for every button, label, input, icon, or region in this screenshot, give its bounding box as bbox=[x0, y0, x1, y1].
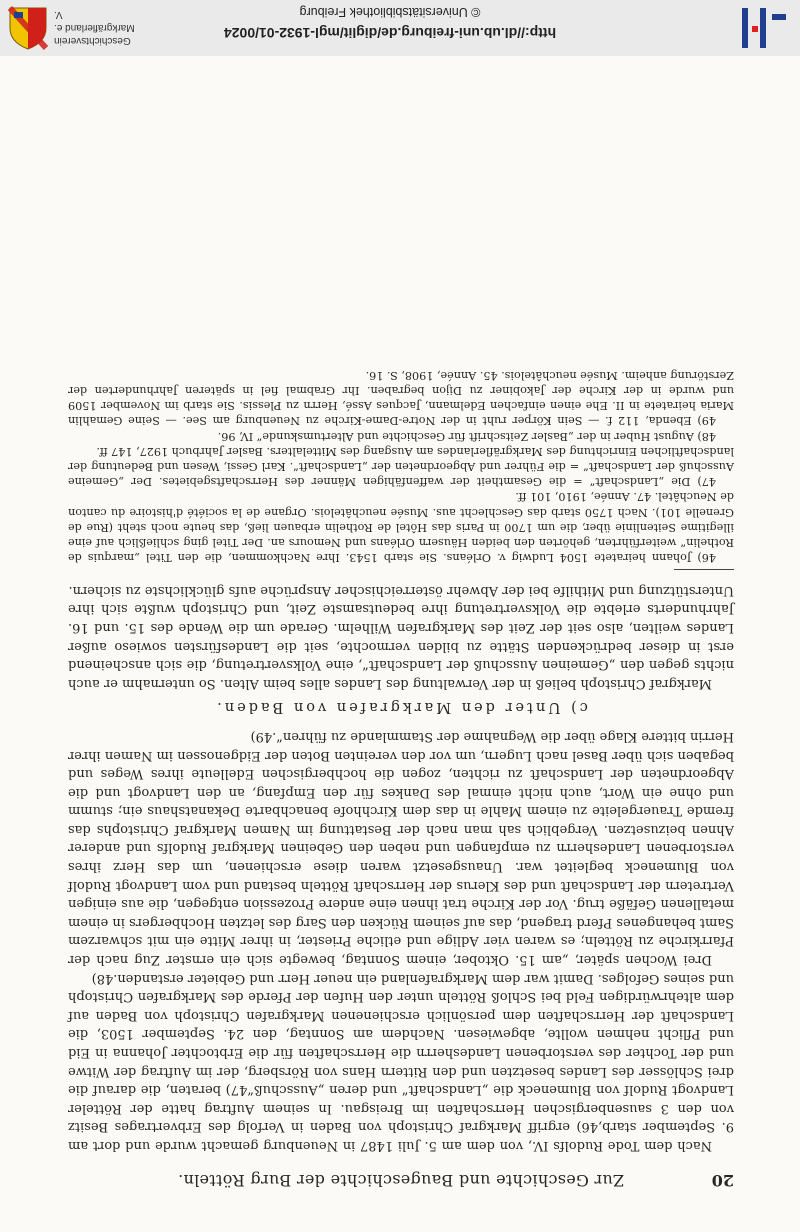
permalink-url[interactable]: http://dl.ub.uni-freiburg.de/diglit/mgl-1932-01/0024 bbox=[223, 25, 557, 41]
footnote: 48) August Huber in der „Basler Zeitschrift für Geschichte und Altertumskunde“ IV, 96. bbox=[217, 429, 716, 443]
coat-of-arms-icon bbox=[8, 6, 48, 50]
footnote-divider bbox=[674, 569, 734, 570]
running-title: Zur Geschichte und Baugeschichte der Burg Rötteln. bbox=[177, 1171, 625, 1190]
main-text bbox=[68, 580, 734, 1154]
digitization-banner bbox=[0, 0, 800, 57]
association-line-2: Markgräflerland e. V. bbox=[54, 9, 135, 33]
university-library-logo-icon bbox=[736, 4, 792, 52]
paragraph: Drei Wochen später, „am 15. Oktober, einem Sonntag, bewegte sich ein ernster Zug nach der Pfarrkirche zu Rötteln; es waren vier Adlige und etliche Priester, in ihrer Mitte ein mit schwarzem Samt behangenes Pferd tragend, das auf seinem Rücken den Sarg des letzten Hochbergers in einem metallenen Gefäße trug. Vor der Kirche trat ihnen eine andere Prozession entgegen, die aus einigen Vertretern der Landschaft und des Klerus der Herrschaft Rötteln bestand und vom Landvogt Rudolf von Blumeneck begleitet war. Unausgesetzt waren diese erschienen, um das Herz ihres verstorbenen Landesherrn zu empfangen und neben den Gebeinen Markgraf Rudolfs und anderer Ahnen beizusetzen. Vergeblich sah man nach der Bestattung im Namen Markgraf Christophs das fremde Trauergeleite zu einem Mahle in das dem Kirchhofe benachbarte Dekanatshaus ein; stumm und ohne ein Wort, auch nicht einmal des Dankes für den Empfang, an den Landvogt und die Abgeordneten der Landschaft zu richten, zogen die hochbergischen Edelleute ihres Weges und begaben sich über Basel nach Lugern, um vor den vereinten Boten der Eidgenossen im Namen ihrer Herrin bittere Klage über die Wegnahme der Stammlande zu führen“.49) bbox=[68, 728, 734, 968]
section-heading: c) Unter den Markgrafen von Baden. bbox=[214, 699, 588, 716]
scanned-page bbox=[0, 56, 800, 1232]
footnotes bbox=[68, 368, 734, 566]
paragraph: Markgraf Christoph beließ in der Verwaltung des Landes alles beim Alten. So unternahm er auch nichts gegen den „Gemeinen Ausschuß der Landschaft“, eine Volksvertretung, die sich anscheinend erst in dieser bedrückenden Stätte zu bilden vermochte, seit die Landesfürsten sowieso außer Landes weilten, also seit der Zeit des Markgrafen Wilhelm. Gerade um die Wende des 15. und 16. Jahrhunderts erlebte die Volksvertretung ihre bedeutsamste Zeit, und Christoph wußte sich ihre Unterstützung und Mithilfe bei der Abwehr österreichischer Ansprüche aufs glücklichste zu sichern. bbox=[68, 582, 734, 691]
footnote: 47) Die „Landschaft“ = die Gesamtheit der waffenfähigen Männer des Herrschaftsgebietes. Der „Gemeine Ausschuß der Landschaft“ = die Führer und Abgeordneten der „Landschaft“. Karl Gessi, Wesen und Bedeutung der landschaftlichen Einrichtung des Markgräflerlandes am Ausgang des Mittelalters. Basler Jahrbuch 1927, 147 ff. bbox=[68, 444, 734, 489]
association-name bbox=[54, 8, 144, 47]
copyright-notice: © Universitätsbibliothek Freiburg bbox=[299, 5, 481, 19]
running-header bbox=[68, 1168, 734, 1190]
paragraph: Nach dem Tode Rudolfs IV., von dem am 5. Juli 1487 in Neuenburg gemacht wurde und dort am 9. September starb,46) ergriff Markgraf Christoph von Baden in Verfolg des Erbvertrages Besitz von den 3 sausenbergischen Herrschaften im Breisgau. In seinem Auftrag hatte der Rötteler Landvogt Rudolf von Blumeneck die „Landschaft“ und deren „Ausschuß“47) beraten, die darauf die drei Schlösser des Landes besetzten und den Rittern Hans von Rörsberg, der im Auftrag der Witwe und der Tochter des verstorbenen Landesherrn die Herrschaften für die Erbtochter Johanna in Eid und Pflicht nehmen wollte, abgewiesen. Nachdem am Sonntag, den 24. September 1503, die Landschaft der Herrschaften dem persönlich erschienenen Markgrafen Christoph von Baden auf dem altehrwürdigen Feld bei Schloß Rötteln unter den Hufen der Pferde des Markgrafen Christoph und seines Gefolges. Damit war dem Markgrafenland ein neuer Herr und Gebieter erstanden.48) bbox=[68, 970, 734, 1153]
source-info bbox=[180, 2, 600, 44]
footnote: 49) Ebenda, 112 f. — Sein Körper ruht in der Notre-Dame-Kirche zu Neuenburg am See. — Seine Gemahlin Maria heiratete in II. Ehe einen einfachen Edelmann, Jacques Assé, Herrn zu Plessis. Sie starb im November 1509 und wurde in der Kirche der Jakobiner zu Dijon begraben. Ihr Grabmal fiel in späteren Jahrhunderten der Zerstörung anheim. Musée neuchâtelois. 45. Année, 1908, S. 16. bbox=[68, 368, 734, 428]
association-line-1: Geschichtsverein bbox=[54, 35, 131, 46]
footnote: 46) Johann heiratete 1504 Ludwig v. Orléans. Sie starb 1543. Ihre Nachkommen, die den Titel „marquis de Rothelin“ weiterführten, gehörten den beiden Häusern Orléans und Nemours an. Der Titel ging schließlich auf eine illegitime Seitenlinie über, die um 1700 in Paris das Hôtel de Rothelin erbauen ließ, das heute noch steht (Rue de Grenelle 101). Nach 1750 starb das Geschlecht aus. Musée neuchâtelois. Organe de la société d'histoire du canton de Neuchâtel. 47. Année, 1910, 101 ff. bbox=[68, 490, 734, 565]
page-number: 20 bbox=[711, 1171, 734, 1190]
